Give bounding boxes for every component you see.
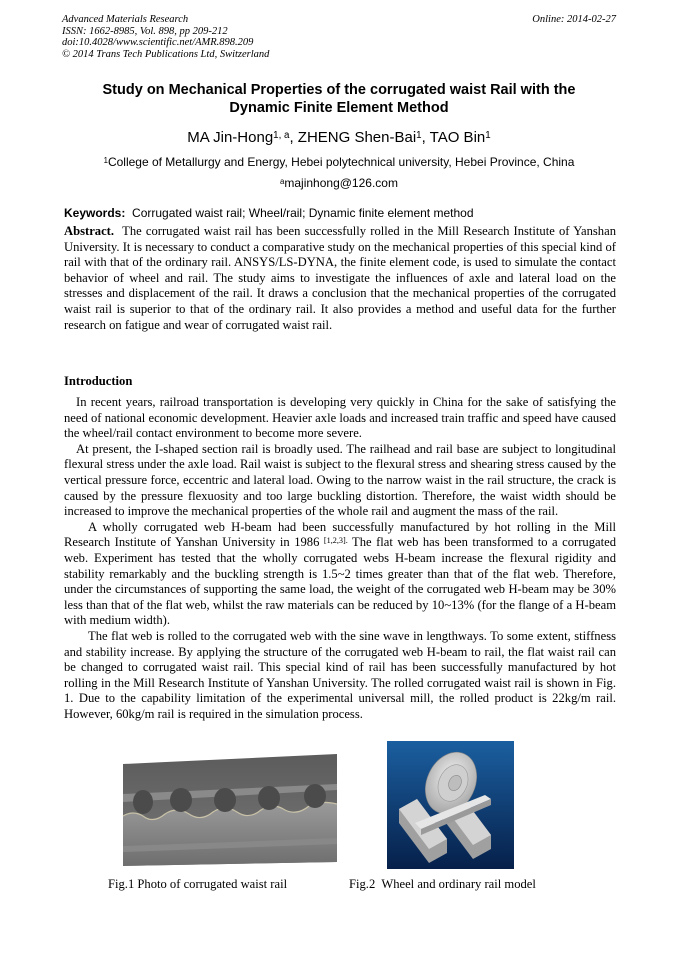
paragraph-text: A wholly corrugated web H-beam had been successfully manufactured by hot rolling in the Mill Research Institute of Yanshan University in 1986 [64,519,616,550]
journal-header [62,14,269,60]
abstract [64,224,616,333]
paragraph [64,520,616,629]
abstract-text: The corrugated waist rail has been successfully rolled in the Mill Research Institute of Yanshan University. It is necessary to conduct a comparative study on the mechanical properties of this special kind of rail with that of the ordinary rail. ANSYS/LS-DYNA, the finite element code, is used to simulate the contact behavior of wheel and rail. The study aims to investigate the influences of axle and lateral load on the stresses and displacement of the rail. It draws a conclusion that the mechanical properties of the corrugated waist rail is superior to that of the ordinary rail. It also provides a method and useful data for the further research on fatigue and wear of corrugated waist rail. [64,224,616,332]
keywords [64,206,616,221]
affiliation-text: College of Metallurgy and Energy, Hebei polytechnical university, Hebei Province, China [107,155,575,169]
email-mark: a [280,176,285,186]
online-date: Online: 2014-02-27 [532,14,616,25]
doi: doi:10.4028/www.scientific.net/AMR.898.209 [62,37,254,48]
author-name: TAO Bin [429,129,486,146]
copyright: © 2014 Trans Tech Publications Ltd, Switzerland [62,48,270,60]
keywords-text: Corrugated waist rail; Wheel/rail; Dynamic finite element method [132,206,474,220]
introduction-body [64,395,616,722]
author-affil-mark: 1 [485,129,491,141]
figure-1-caption: Fig.1 Photo of corrugated waist rail [108,877,288,891]
paper-title [62,81,616,117]
citation: [1,2,3]. [323,535,348,545]
author-name: ZHENG Shen-Bai [297,129,417,146]
paragraph: At present, the I-shaped section rail is broadly used. The railhead and rail base are subject to longitudinal flexural stress under the axle load. Rail waist is subject to the flexural stress and shearing stress caused by the vertical pressure force, eccentric and lateral load. Owing to the narrow waist in the rail structure, the crack is caused by the pressure flexuosity and too large buckling distortion. Therefore, the waist width should be increased to improve the mechanical properties of the whole rail and augment the mass of the rail. [64,441,616,519]
affiliation [62,155,616,170]
author-separator: , [421,129,430,146]
author-affil-mark: 1 [416,129,422,141]
author-email [62,176,616,191]
keywords-label: Keywords: [64,206,126,220]
paragraph-text: The flat web has been transformed to a corrugated web. Experiment has tested that the wholly corrugated webs H-beam increase the flexural rigidity and stability remarkably and the buckling strength is 1.5~2 times greater than that of the flat web. Therefore, under the circumstances of supporting the same load, the weight of the corrugated web H-beam may be 30% less than that of the flat web, whilst the raw materials can be reduced by 10~13% (for the flange of a H-beam with medium width). [64,535,616,628]
paragraph: In recent years, railroad transportation is developing very quickly in China for the sake of satisfying the need of national economic development. Heavier axle loads and increased train traffic and speed have caused the wheel/rail contact environment to become more severe. [64,395,616,441]
author-name: MA Jin-Hong [187,129,274,146]
journal-name: Advanced Materials Research [62,14,189,25]
section-heading-introduction: Introduction [64,374,133,388]
title-line-2: Dynamic Finite Element Method [229,100,449,116]
figure-2-wheel-rail-model [387,741,514,869]
author-separator: , [289,129,298,146]
abstract-label: Abstract. [64,224,115,238]
figure-1-corrugated-rail-photo [121,750,337,868]
title-line-1: Study on Mechanical Properties of the corrugated waist Rail with the [102,82,576,98]
email-address[interactable]: majinhong@126.com [284,176,398,190]
paragraph: The flat web is rolled to the corrugated web with the sine wave in lengthways. To some extent, stiffness and stability increase. By applying the structure of the corrugated web H-beam to rail, the flat waist rail can be changed to corrugated waist rail. This special kind of rail has been successfully manufactured by hot rolling in the Mill Research Institute of Yanshan University. The rolled corrugated waist rail is shown in Fig. 1. Due to the capability limitation of the experimental universal mill, the rolled product is 22kg/m rail. However, 60kg/m rail is required in the simulation process. [64,628,616,721]
figure-2-caption: Fig.2 Wheel and ordinary rail model [349,877,536,891]
author-affil-mark: 1, a [273,129,290,141]
affiliation-mark: 1 [103,155,108,165]
author-list [62,129,616,147]
issn: ISSN: 1662-8985, Vol. 898, pp 209-212 [62,25,228,37]
